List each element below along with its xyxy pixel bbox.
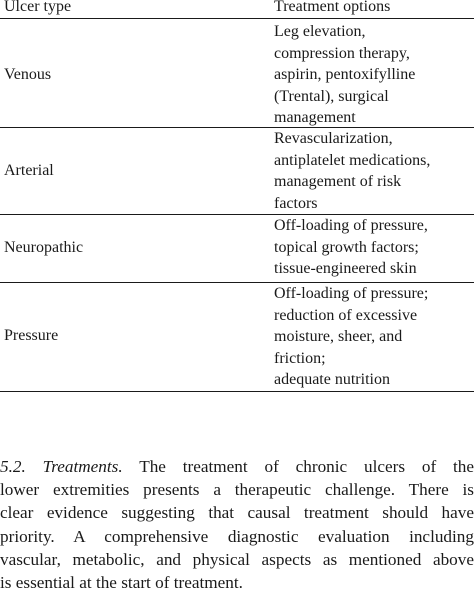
option-line: management — [274, 109, 356, 126]
option-line: antiplatelet medications, — [274, 151, 431, 169]
option-line: Off-loading of pressure, — [274, 217, 428, 234]
paragraph-line: lower extremities presents a therapeutic challenge. There is — [0, 480, 474, 500]
ulcer-type-venous: Venous — [4, 66, 52, 83]
section-heading: 5.2. Treatments. — [0, 457, 123, 476]
option-line: reduction of excessive — [274, 306, 418, 324]
option-line: moisture, sheer, and — [274, 328, 403, 345]
option-line: Leg elevation, — [274, 23, 366, 40]
table-bottom-rule — [0, 391, 474, 392]
option-line: factors — [274, 194, 318, 212]
ulcer-type-arterial: Arterial — [4, 162, 54, 179]
option-line: Off-loading of pressure; — [274, 285, 429, 302]
option-line: management of risk — [274, 173, 402, 190]
ulcer-type-neuropathic: Neuropathic — [4, 239, 84, 256]
header-treatment-options: Treatment options — [274, 0, 391, 15]
option-line: topical growth factors; — [274, 238, 419, 256]
option-line: Revascularization, — [274, 130, 393, 147]
paragraph-line — [0, 455, 474, 478]
paragraph-text: The treatment of chronic ulcers of the — [139, 457, 474, 476]
option-line: friction; — [274, 349, 326, 367]
treatments-paragraph — [0, 455, 474, 594]
header-ulcer-type: Ulcer type — [4, 0, 72, 15]
treatment-options-neuropathic — [274, 215, 470, 280]
paragraph-line: is essential at the start of treatment. — [0, 573, 243, 593]
treatment-options-venous — [274, 21, 470, 129]
option-line: (Trental), surgical — [274, 87, 389, 105]
treatment-options-arterial — [274, 128, 470, 214]
paragraph-line: vascular, metabolic, and physical aspects as mentioned above — [0, 549, 474, 569]
ulcer-type-pressure: Pressure — [4, 327, 59, 344]
header-rule — [0, 18, 474, 19]
option-line: compression therapy, — [274, 44, 410, 62]
paragraph-line: priority. A comprehensive diagnostic evaluation including — [0, 526, 474, 546]
paragraph-line: clear evidence suggesting that causal treatment should have — [0, 503, 474, 523]
treatment-options-pressure — [274, 283, 470, 391]
option-line: tissue-engineered skin — [274, 260, 417, 277]
option-line: aspirin, pentoxifylline — [274, 66, 416, 83]
option-line: adequate nutrition — [274, 371, 390, 388]
